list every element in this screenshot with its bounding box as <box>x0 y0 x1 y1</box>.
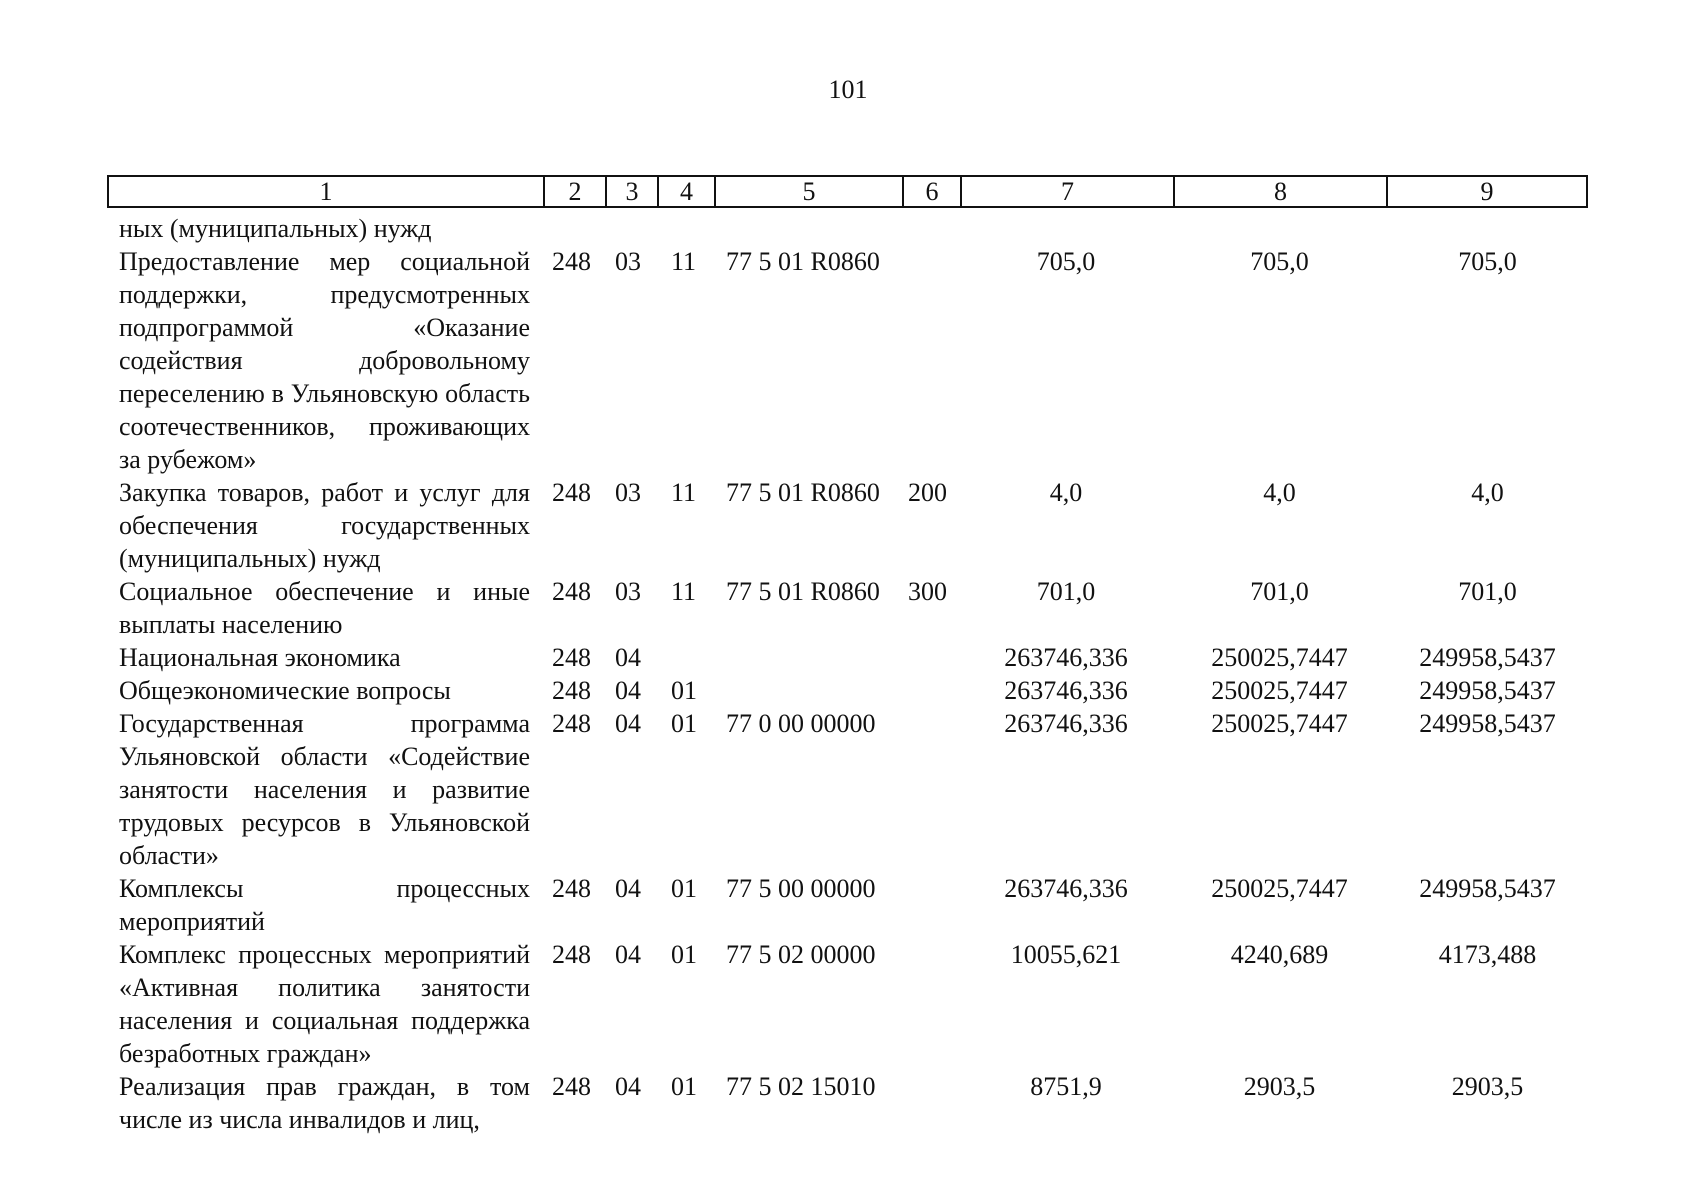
row-code-4: 01 <box>671 940 697 969</box>
row-value-7: 263746,336 <box>1004 643 1128 672</box>
row-code-5: 77 0 00 00000 <box>726 709 876 738</box>
table-row <box>0 707 1696 872</box>
row-code-4: 01 <box>671 1072 697 1101</box>
row-name: Государственная программа Ульяновской области «Содействие занятости населения и развитие трудовых ресурсов в Ульяновской области» <box>119 709 530 870</box>
row-value-7: 8751,9 <box>1030 1072 1102 1101</box>
row-value-7: 4,0 <box>1049 478 1083 507</box>
row-code-3: 04 <box>615 676 641 705</box>
row-name: Реализация прав граждан, в том числе из числа инвалидов и лиц, <box>119 1072 530 1134</box>
row-value-7: 705,0 <box>1036 247 1096 276</box>
row-code-4: 11 <box>671 577 697 606</box>
row-code-3: 04 <box>615 1072 641 1101</box>
row-value-9: 4173,488 <box>1438 940 1537 969</box>
row-value-9: 249958,5437 <box>1419 709 1556 738</box>
row-value-8: 250025,7447 <box>1211 709 1348 738</box>
table-row <box>0 476 1696 575</box>
row-value-7: 701,0 <box>1036 577 1096 606</box>
row-code-3: 03 <box>615 247 641 276</box>
row-code-3: 04 <box>615 874 641 903</box>
row-code-2: 248 <box>552 1072 591 1101</box>
row-code-2: 248 <box>552 643 591 672</box>
row-code-5: 77 5 02 00000 <box>726 940 876 969</box>
row-value-7: 263746,336 <box>1004 874 1128 903</box>
row-code-3: 04 <box>615 709 641 738</box>
table-row <box>0 1070 1696 1136</box>
row-value-8: 250025,7447 <box>1211 643 1348 672</box>
header-col-7: 7 <box>962 177 1175 206</box>
row-value-9: 705,0 <box>1458 247 1517 276</box>
row-code-2: 248 <box>552 247 591 276</box>
table-row <box>0 938 1696 1070</box>
row-code-3: 04 <box>615 940 641 969</box>
table-header <box>107 175 1588 208</box>
row-code-5: 77 5 01 R0860 <box>726 247 880 276</box>
header-col-5: 5 <box>716 177 904 206</box>
header-col-4: 4 <box>659 177 716 206</box>
table-row <box>0 575 1696 641</box>
row-code-2: 248 <box>552 940 591 969</box>
header-col-3: 3 <box>607 177 659 206</box>
row-value-8: 705,0 <box>1250 247 1309 276</box>
header-col-8: 8 <box>1175 177 1388 206</box>
row-name: Национальная экономика <box>119 643 401 672</box>
row-value-9: 249958,5437 <box>1419 676 1556 705</box>
row-name: Закупка товаров, работ и услуг для обеспечения государственных (муниципальных) нужд <box>119 478 530 573</box>
row-code-5: 77 5 00 00000 <box>726 874 876 903</box>
table-row <box>0 674 1696 707</box>
row-name: Комплексы процессных мероприятий <box>119 874 530 936</box>
row-code-2: 248 <box>552 478 591 507</box>
row-value-8: 4240,689 <box>1230 940 1329 969</box>
table-row <box>0 872 1696 938</box>
row-code-2: 248 <box>552 874 591 903</box>
row-code-4: 01 <box>671 676 697 705</box>
row-value-9: 249958,5437 <box>1419 874 1556 903</box>
row-code-4: 11 <box>671 478 697 507</box>
row-value-9: 249958,5437 <box>1419 643 1556 672</box>
table-row <box>0 641 1696 674</box>
table-row <box>0 245 1696 476</box>
row-value-8: 4,0 <box>1263 478 1296 507</box>
row-code-5: 77 5 01 R0860 <box>726 577 880 606</box>
header-col-1: 1 <box>109 177 545 206</box>
row-code-4: 01 <box>671 709 697 738</box>
row-code-2: 248 <box>552 709 591 738</box>
row-code-3: 04 <box>615 643 641 672</box>
row-code-5: 77 5 01 R0860 <box>726 478 880 507</box>
row-code-6: 200 <box>908 478 947 507</box>
row-name: Комплекс процессных мероприятий «Активная политика занятости населения и социальная поддержка безработных граждан» <box>119 940 530 1068</box>
row-value-8: 250025,7447 <box>1211 676 1348 705</box>
row-value-7: 263746,336 <box>1004 709 1128 738</box>
header-col-9: 9 <box>1480 177 1494 206</box>
row-name: Предоставление мер социальной поддержки, предусмотренных подпрограммой «Оказание содействия добровольному переселению в Ульяновскую область соотечественников, проживающих за рубежом» <box>119 247 530 474</box>
row-value-7: 263746,336 <box>1004 676 1128 705</box>
row-name: Общеэкономические вопросы <box>119 676 451 705</box>
header-col-2: 2 <box>545 177 607 206</box>
row-code-6: 300 <box>908 577 947 606</box>
row-code-2: 248 <box>552 676 591 705</box>
row-code-2: 248 <box>552 577 591 606</box>
table-body <box>0 212 1696 1136</box>
row-name: ных (муниципальных) нужд <box>119 214 432 243</box>
row-code-3: 03 <box>615 577 641 606</box>
row-value-9: 701,0 <box>1458 577 1517 606</box>
page-number: 101 <box>828 75 868 104</box>
row-value-8: 2903,5 <box>1243 1072 1316 1101</box>
row-code-3: 03 <box>615 478 641 507</box>
row-value-9: 4,0 <box>1471 478 1504 507</box>
table-row <box>0 212 1696 245</box>
header-col-6: 6 <box>904 177 962 206</box>
row-code-5: 77 5 02 15010 <box>726 1072 876 1101</box>
row-value-7: 10055,621 <box>1010 940 1122 969</box>
row-name: Социальное обеспечение и иные выплаты населению <box>119 577 530 639</box>
row-code-4: 01 <box>671 874 697 903</box>
row-value-9: 2903,5 <box>1451 1072 1524 1101</box>
row-code-4: 11 <box>671 247 697 276</box>
row-value-8: 250025,7447 <box>1211 874 1348 903</box>
row-value-8: 701,0 <box>1250 577 1309 606</box>
